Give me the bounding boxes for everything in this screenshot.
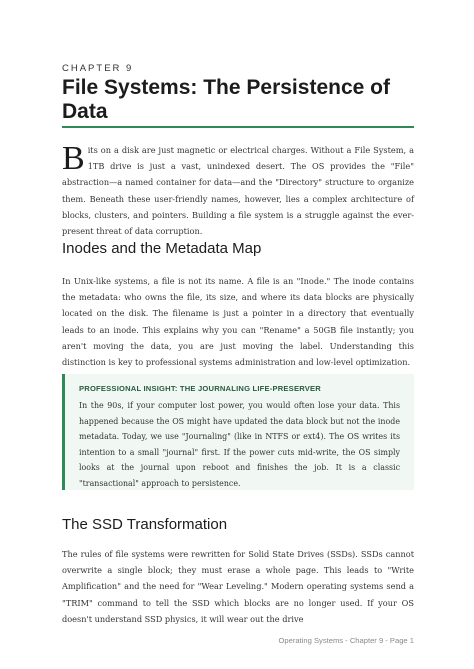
paragraph-inodes: In Unix-like systems, a file is not its name. A file is an "Inode." The inode contains the metadata: who owns the file, its size, and where its data blocks are physically located on the disk. The filename is just a pointer in a directory that eventually leads to an inode. This explains why you can "Rename" a 50GB file instantly; you aren't moving the data, you are just moving the label. Understanding this distinction is key to professional systems administration and low-level optimization. <box>62 276 414 368</box>
chapter-title: File Systems: The Persistence of Data <box>62 76 390 123</box>
intro-text: its on a disk are just magnetic or electrical charges. Without a File System, a 1TB drive is just a vast, unindexed desert. The OS provides the "File" abstraction—a named container for data—and the "Directory" structure to organize them. Beneath these user-friendly names, however, lies a complex architecture of blocks, clusters, and pointers. Building a file system is a struggle against the ever-present threat of data corruption. <box>62 145 414 237</box>
insight-title: PROFESSIONAL INSIGHT: THE JOURNALING LIFE-PRESERVER <box>79 384 321 393</box>
document-page <box>62 0 414 669</box>
section-heading-ssd: The SSD Transformation <box>62 516 228 533</box>
section-heading-inodes: Inodes and the Metadata Map <box>62 240 262 257</box>
paragraph-ssd: The rules of file systems were rewritten for Solid State Drives (SSDs). SSDs cannot overwrite a single block; they must erase a whole page. This leads to "Write Amplification" and the need for "Wear Leveling." Modern operating systems send a "TRIM" command to tell the SSD which blocks are no longer used. If your OS doesn't understand SSD physics, it will wear out the drive <box>62 549 414 624</box>
page-footer: Operating Systems - Chapter 9 - Page 1 <box>278 636 414 645</box>
insight-text: In the 90s, if your computer lost power, you would often lose your data. This happened because the OS might have updated the data block but not the inode metadata. Today, we use "Journaling" (like in NTFS or ext4). The OS writes its intention to a small "journal" first. If the power cuts mid-write, the OS simply looks at the journal upon reboot and finishes the job. It is a classic "transactional" approach to persistence. <box>79 401 400 488</box>
chapter-label: CHAPTER 9 <box>62 63 134 74</box>
intro-paragraph <box>62 142 414 239</box>
title-divider <box>62 126 414 128</box>
drop-cap: B <box>62 140 85 177</box>
insight-callout <box>62 374 414 490</box>
